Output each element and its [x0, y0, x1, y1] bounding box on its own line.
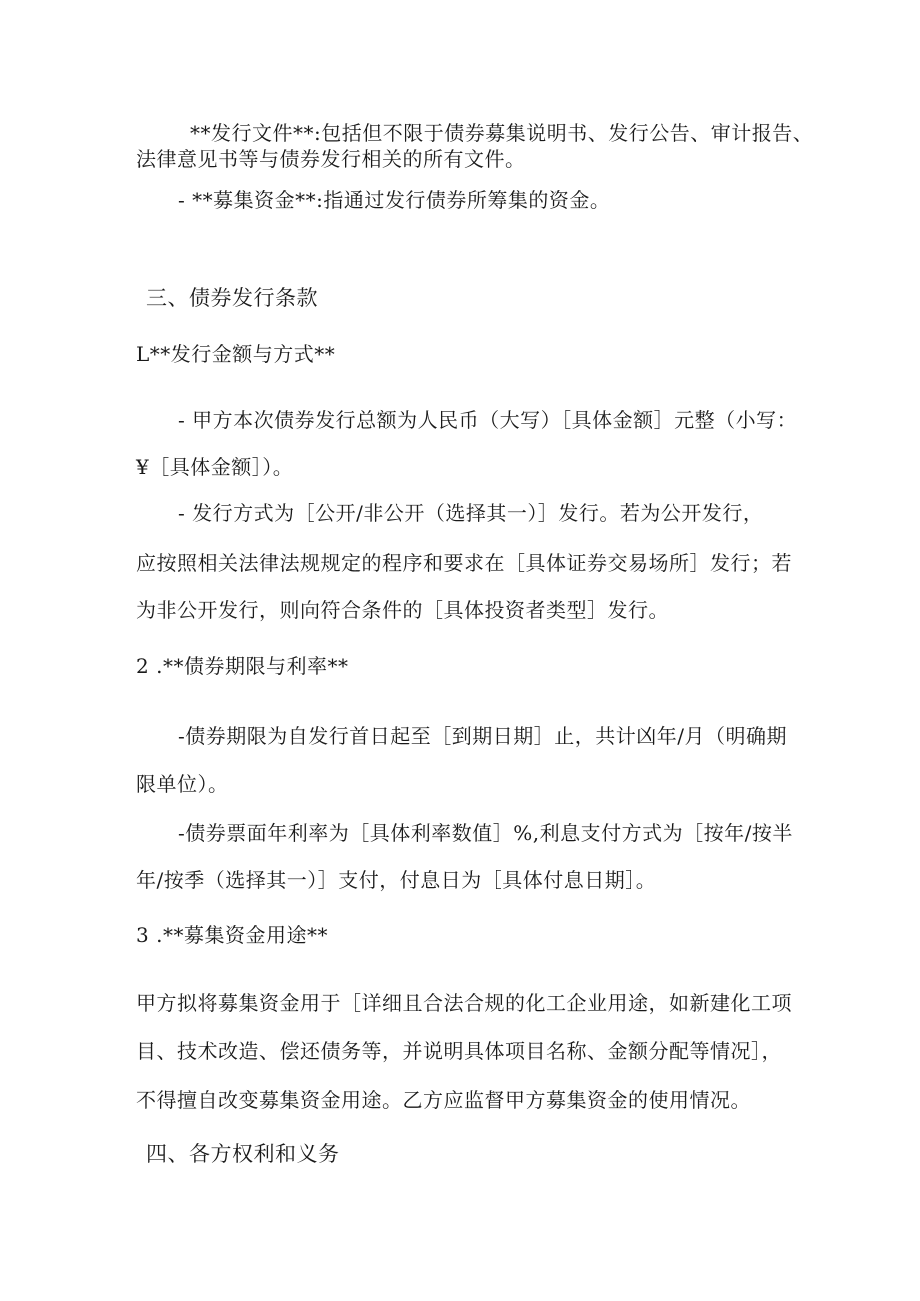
- list-item: -债券期限为自发行首日起至［到期日期］止，共计凶年/月（明确期: [178, 724, 787, 748]
- subsection-heading: 3 .**募集资金用途**: [136, 923, 328, 947]
- paragraph-line: ¥［具体金额］）。: [136, 455, 294, 479]
- list-item: - **募集资金**:指通过发行债券所筹集的资金。: [178, 188, 611, 212]
- paragraph-line: 应按照相关法律法规规定的程序和要求在［具体证券交易场所］发行；若: [136, 551, 792, 575]
- paragraph-line: 年/按季（选择其一）］支付，付息日为［具体付息日期］。: [136, 868, 657, 892]
- section-heading: 四、各方权利和义务: [146, 1142, 340, 1166]
- paragraph-line: 限单位）。: [136, 772, 229, 796]
- paragraph-line: 为非公开发行，则向符合条件的［具体投资者类型］发行。: [136, 598, 669, 622]
- section-heading: 三、债券发行条款: [146, 286, 318, 310]
- paragraph-line: 法律意见书等与债券发行相关的所有文件。: [136, 147, 526, 171]
- paragraph-line: **发行文件**:包括但不限于债券募集说明书、发行公告、审计报告、: [190, 121, 814, 145]
- paragraph-line: 不得擅自改变募集资金用途。乙方应监督甲方募集资金的使用情况。: [136, 1088, 751, 1112]
- paragraph-line: 目、技术改造、偿还债务等，并说明具体项目名称、金额分配等情况］，: [136, 1039, 782, 1063]
- list-item: - 甲方本次债券发行总额为人民币（大写）［具体金额］元整（小写：: [178, 408, 798, 432]
- paragraph-line: 甲方拟将募集资金用于［详细且合法合规的化工企业用途，如新建化工项: [136, 991, 792, 1015]
- subsection-heading: 2 .**债券期限与利率**: [136, 654, 349, 678]
- list-item: -债券票面年利率为［具体利率数值］%,利息支付方式为［按年/按半: [178, 821, 793, 845]
- subsection-heading: L**发行金额与方式**: [136, 342, 336, 366]
- list-item: - 发行方式为［公开/非公开（选择其一）］发行。若为公开发行，: [178, 501, 764, 525]
